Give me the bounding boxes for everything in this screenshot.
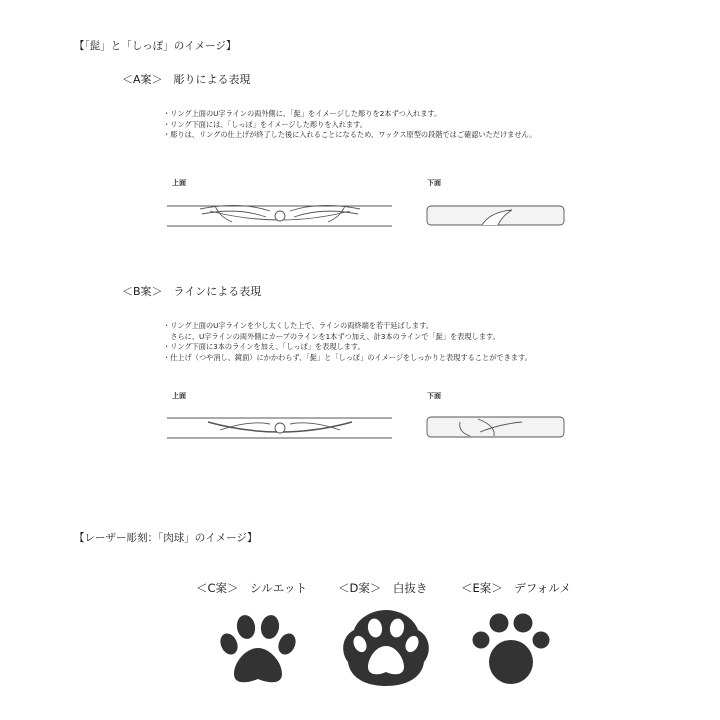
plan-b-bottom-label: 下面 — [427, 392, 441, 400]
paw-deformed-icon — [468, 610, 554, 690]
plan-b-bullet-3: ・リング下面に3本のラインを加え、「しっぽ」を表現します。 — [163, 342, 365, 351]
plan-b-bullet-2: さらに、U字ラインの両外側にカーブのラインを1本ずつ加え、計3本のラインで「髭」を表現します。 — [163, 331, 500, 341]
plan-b-bullet-4: ・仕上げ（つや消し、鏡面）にかかわらず、「髭」と「しっぽ」のイメージをしっかりと表現することができます。 — [163, 352, 532, 362]
plan-b-top-label: 上面 — [172, 392, 186, 400]
plan-a-title: ＜A案＞ 彫りによる表現 — [122, 73, 251, 86]
plan-b-bottom-view-diagram — [420, 410, 570, 445]
paw-silhouette-icon — [216, 612, 300, 688]
plan-e-label: ＜E案＞ デフォルメ — [461, 581, 571, 595]
plan-b-bullets — [163, 321, 532, 363]
plan-a-top-view-diagram — [160, 195, 400, 235]
plan-a-bullet-3: ・彫りは、リングの仕上げが終了した後に入れることになるため、ワックス原型の段階ではご確認いただけません。 — [163, 130, 537, 139]
section1-title: 【「髭」と「しっぽ」のイメージ】 — [74, 40, 237, 52]
plan-c-label: ＜C案＞ シルエット — [196, 581, 308, 595]
plan-a-bullet-2: ・リング下面には、「しっぽ」をイメージした彫りを入れます。 — [163, 119, 367, 129]
plan-a-top-label: 上面 — [172, 179, 186, 187]
plan-a-bottom-view-diagram — [420, 198, 570, 233]
plan-b-top-view-diagram — [160, 406, 400, 446]
plan-b-title: ＜B案＞ ラインによる表現 — [122, 285, 262, 298]
plan-d-label: ＜D案＞ 白抜き — [338, 581, 428, 595]
plan-a-bullets — [163, 109, 536, 141]
plan-a-bottom-label: 下面 — [427, 179, 441, 187]
section2-title: 【レーザー彫刻：「肉球」のイメージ】 — [74, 532, 258, 544]
plan-a-bullet-1: ・リング上面のU字ラインの両外側に、「髭」をイメージした彫りを2本ずつ入れます。 — [163, 109, 442, 118]
plan-b-bullet-1: ・リング上面のU字ラインを少し太くした上で、ラインの両終端を若干延ばします。 — [163, 321, 433, 330]
paw-outline-icon — [340, 606, 432, 690]
